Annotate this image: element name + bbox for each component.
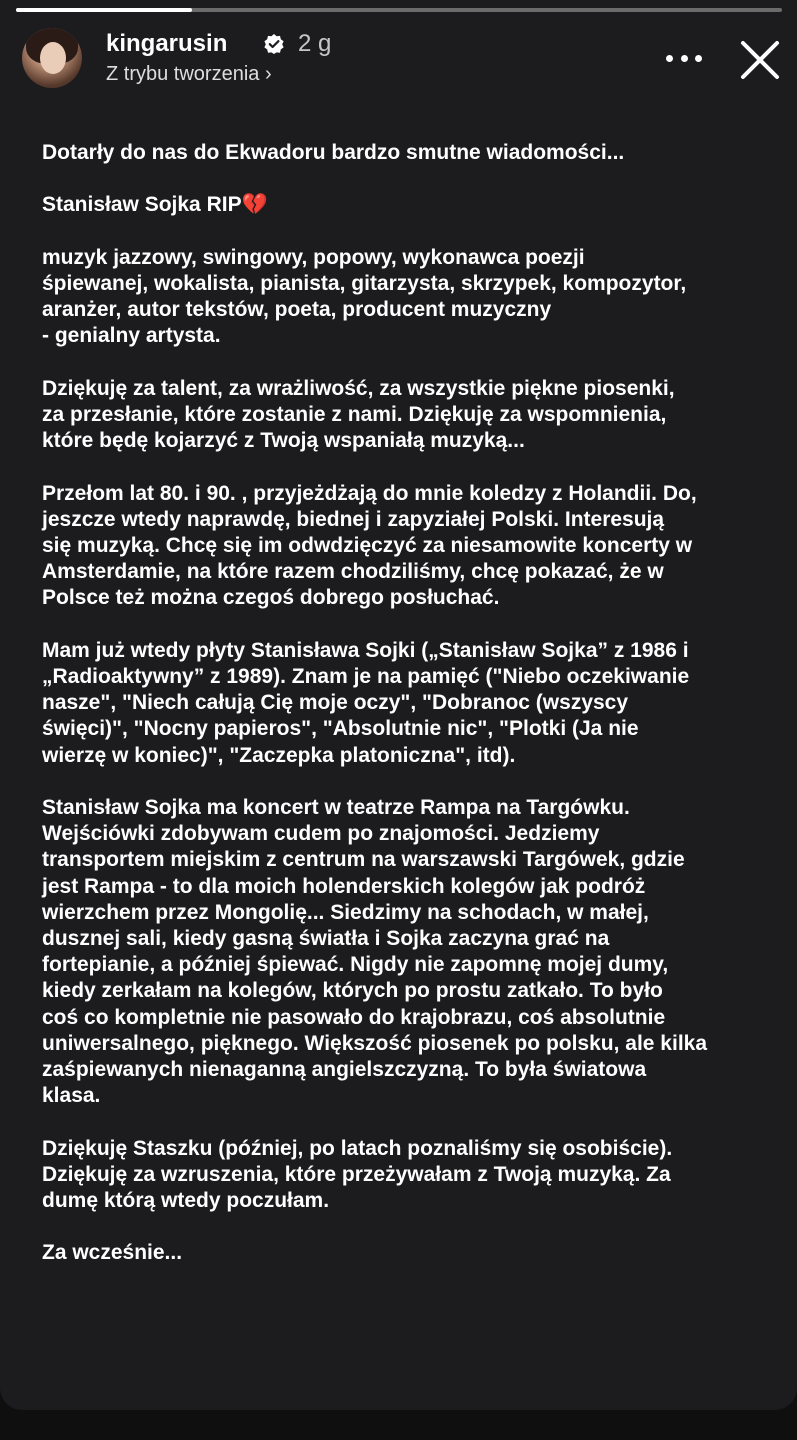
text-line: - genialny artysta. xyxy=(42,324,221,348)
text-line: klasa. xyxy=(42,1084,101,1108)
story-header xyxy=(22,26,782,90)
text-line: wierzę w koniec)", "Zaczepka platoniczna", itd). xyxy=(42,743,516,767)
username[interactable]: kingarusin xyxy=(106,30,228,57)
text-line: Dziękuję Staszku (później, po latach poznaliśmy się osobiście). xyxy=(42,1136,673,1160)
created-with-link[interactable]: Z trybu tworzenia › xyxy=(106,63,272,85)
story-paragraph xyxy=(42,192,772,218)
text-line: się muzyką. Chcę się im odwdzięczyć za niesamowite koncerty w xyxy=(42,533,693,557)
verified-badge-icon xyxy=(264,34,284,54)
text-line: Mam już wtedy płyty Stanisława Sojki („Stanisław Sojka” z 1986 i xyxy=(42,638,689,662)
text-line: fortepianie, a później śpiewać. Nigdy nie zapomnę mojej dumy, xyxy=(42,953,669,977)
more-horizontal-icon[interactable] xyxy=(666,48,702,68)
text-line: aranżer, autor tekstów, poeta, producent muzyczny xyxy=(42,298,552,322)
text-line: muzyk jazzowy, swingowy, popowy, wykonawca poezji xyxy=(42,245,585,269)
story-paragraph xyxy=(42,795,772,1109)
text-line: Dziękuję za talent, za wrażliwość, za wszystkie piękne piosenki, xyxy=(42,376,675,400)
text-line: transportem miejskim z centrum na warszawski Targówek, gdzie xyxy=(42,848,685,872)
text-line: Stanisław Sojka ma koncert w teatrze Rampa na Targówku. xyxy=(42,795,630,819)
text-line: Za wcześnie... xyxy=(42,1241,183,1265)
story-paragraph xyxy=(42,140,772,166)
text-line: śpiewanej, wokalista, pianista, gitarzysta, skrzypek, kompozytor, xyxy=(42,271,687,295)
text-line: jeszcze wtedy naprawdę, biednej i zapyziałej Polski. Interesują xyxy=(42,507,665,531)
story-paragraph xyxy=(42,1136,772,1215)
text-line: Stanisław Sojka RIP💔 xyxy=(42,193,268,217)
text-line: uniwersalnego, pięknego. Większość piosenek po polsku, ale kilka xyxy=(42,1031,708,1055)
close-icon[interactable] xyxy=(738,38,782,82)
text-line: kiedy zerkałam na kolegów, których po prostu zatkało. To było xyxy=(42,979,663,1003)
story-paragraph xyxy=(42,481,772,612)
text-line: za przesłanie, które zostanie z nami. Dziękuję za wspomnienia, xyxy=(42,402,667,426)
text-line: jest Rampa - to dla moich holenderskich kolegów jak podróż xyxy=(42,874,646,898)
text-line: zaśpiewanych nienaganną angielszczyzną. To była światowa xyxy=(42,1058,647,1082)
text-line: święci)", "Nocny papieros", "Absolutnie nic", "Plotki (Ja nie xyxy=(42,717,639,741)
text-line: dumę którą wtedy poczułam. xyxy=(42,1189,330,1213)
story-paragraph xyxy=(42,376,772,455)
text-line: wierzchem przez Mongolię... Siedzimy na schodach, w małej, xyxy=(42,900,649,924)
text-line: Wejściówki zdobywam cudem po znajomości. Jedziemy xyxy=(42,822,600,846)
text-line: Dziękuję za wzruszenia, które przeżywałam z Twoją muzyką. Za xyxy=(42,1162,671,1186)
text-line: „Radioaktywny” z 1989). Znam je na pamięć ("Niebo oczekiwanie xyxy=(42,664,690,688)
story-progress-bar xyxy=(16,8,782,12)
text-line: które będę kojarzyć z Twoją wspaniałą muzyką... xyxy=(42,429,525,453)
text-line: Przełom lat 80. i 90. , przyjeżdżają do mnie koledzy z Holandii. Do, xyxy=(42,481,697,505)
avatar[interactable] xyxy=(22,28,82,88)
text-line: Polsce też można czegoś dobrego posłuchać. xyxy=(42,586,500,610)
text-line: nasze", "Niech całują Cię moje oczy", "Dobranoc (wszyscy xyxy=(42,691,629,715)
story-progress-fill xyxy=(16,8,192,12)
broken-heart-icon: 💔 xyxy=(241,193,268,217)
story-text xyxy=(42,140,772,1293)
story-paragraph xyxy=(42,638,772,769)
story-paragraph xyxy=(42,245,772,350)
post-time: 2 g xyxy=(298,30,332,57)
text-line: Amsterdamie, na które razem chodziliśmy, chcę pokazać, że w xyxy=(42,560,664,584)
text-line: Dotarły do nas do Ekwadoru bardzo smutne wiadomości... xyxy=(42,141,625,164)
story-paragraph xyxy=(42,1240,772,1266)
text-line: coś co kompletnie nie pasowało do krajobrazu, coś absolutnie xyxy=(42,1005,666,1029)
text-line: dusznej sali, kiedy gasną światła i Sojka zaczyna grać na xyxy=(42,927,610,950)
